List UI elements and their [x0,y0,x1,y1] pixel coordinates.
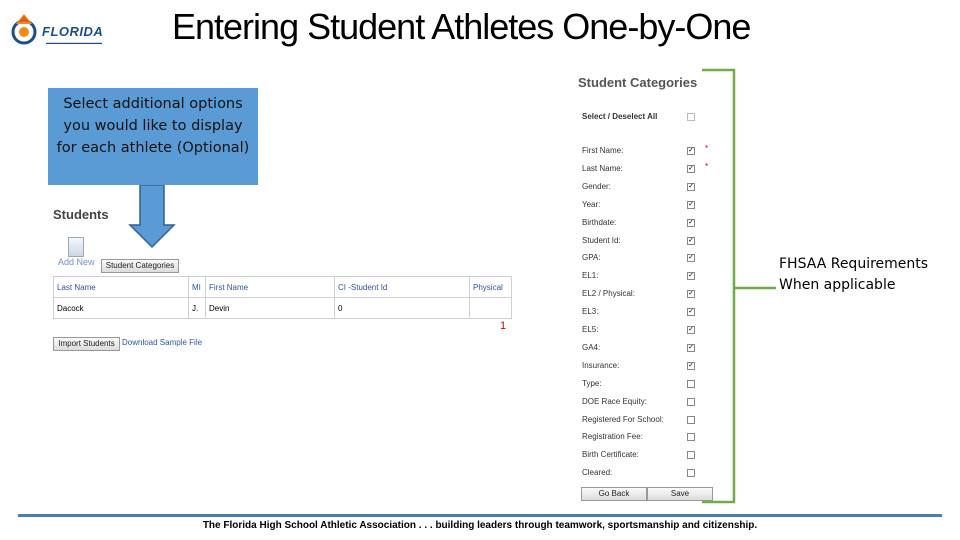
column-header-last-name[interactable]: Last Name [54,277,189,298]
category-label: EL2 / Physical: [582,289,635,298]
import-students-button[interactable]: Import Students [53,337,120,351]
category-checkbox[interactable]: ✓ [688,219,694,226]
marker-number: 1 [500,320,507,332]
cell-student-id: 0 [335,298,470,319]
save-button[interactable]: Save [647,487,713,501]
category-label: DOE Race Equity: [582,397,647,406]
category-checkbox[interactable]: ✓ [688,183,694,190]
category-checkbox[interactable]: ✓ [688,147,694,154]
category-checkbox[interactable]: ✓ [688,362,694,369]
callout-box: Select additional options you would like to display for each athlete (Optional) [48,88,258,185]
callout-arrow-icon [128,185,178,250]
category-label: GA4: [582,343,601,352]
category-checkbox[interactable] [687,451,695,459]
cell-last-name: Dacock [54,298,189,319]
new-file-icon[interactable] [68,237,84,257]
select-all-label: Select / Deselect All [582,112,658,121]
category-checkbox[interactable] [687,398,695,406]
category-label: EL1: [582,271,599,280]
fhsaa-logo [8,10,110,50]
category-checkbox[interactable]: ✓ [688,308,694,315]
logo-subtext: ▬▬▬▬▬▬▬▬▬▬▬▬▬▬ [46,40,102,45]
table-header-row [54,277,512,298]
cell-first-name: Devin [206,298,335,319]
select-all-checkbox[interactable] [687,113,695,121]
category-checkbox[interactable]: ✓ [688,254,694,261]
category-checkbox[interactable] [687,380,695,388]
students-heading: Students [53,207,109,222]
category-checkbox[interactable] [687,469,695,477]
note-line-2: When applicable [779,277,896,293]
column-header-mi[interactable]: MI [189,277,206,298]
cell-physical [470,298,512,319]
category-label: GPA: [582,253,601,262]
required-marker: * [705,162,709,171]
category-label: Student Id: [582,236,621,245]
go-back-button[interactable]: Go Back [581,487,647,501]
category-checkbox[interactable]: ✓ [688,272,694,279]
category-label: EL5: [582,325,599,334]
logo-text: FLORIDA [42,24,104,39]
category-checkbox[interactable]: ✓ [688,344,694,351]
footer-divider [18,514,942,517]
fhsaa-requirements-note [779,254,928,296]
category-label: Type: [582,379,602,388]
required-marker: * [705,144,709,153]
category-label: First Name: [582,146,624,155]
category-label: EL3: [582,307,599,316]
category-label: Gender: [582,182,611,191]
download-sample-file-link[interactable]: Download Sample File [122,338,203,347]
column-header-physical[interactable]: Physical [470,277,512,298]
student-categories-button[interactable]: Student Categories [101,259,179,273]
category-checkbox[interactable]: ✓ [688,201,694,208]
category-label: Birthdate: [582,218,617,227]
column-header-student-id[interactable]: CI -Student Id [335,277,470,298]
table-row[interactable] [54,298,512,319]
category-label: Registered For School: [582,415,664,424]
category-label: Registration Fee: [582,432,643,441]
category-label: Birth Certificate: [582,450,639,459]
column-header-first-name[interactable]: First Name [206,277,335,298]
page-title: Entering Student Athletes One-by-One [172,6,751,47]
category-checkbox[interactable] [687,416,695,424]
category-checkbox[interactable] [687,433,695,441]
add-new-link[interactable]: Add New [58,257,95,267]
category-label: Cleared: [582,468,613,477]
note-line-1: FHSAA Requirements [779,256,929,272]
category-checkbox[interactable]: ✓ [688,290,694,297]
category-label: Insurance: [582,361,620,370]
category-checkbox[interactable]: ✓ [688,237,694,244]
categories-panel [573,96,710,502]
students-table [53,276,512,319]
footer-tagline: The Florida High School Athletic Association . . . building leaders through teamwork, sportsmanship and citizenship. [202,520,758,531]
category-label: Year: [582,200,601,209]
requirements-bracket-icon [700,66,780,506]
category-checkbox[interactable]: ✓ [688,165,694,172]
cell-mi: J. [189,298,206,319]
category-label: Last Name: [582,164,623,173]
category-checkbox[interactable]: ✓ [688,326,694,333]
categories-panel-title: Student Categories [578,75,698,90]
